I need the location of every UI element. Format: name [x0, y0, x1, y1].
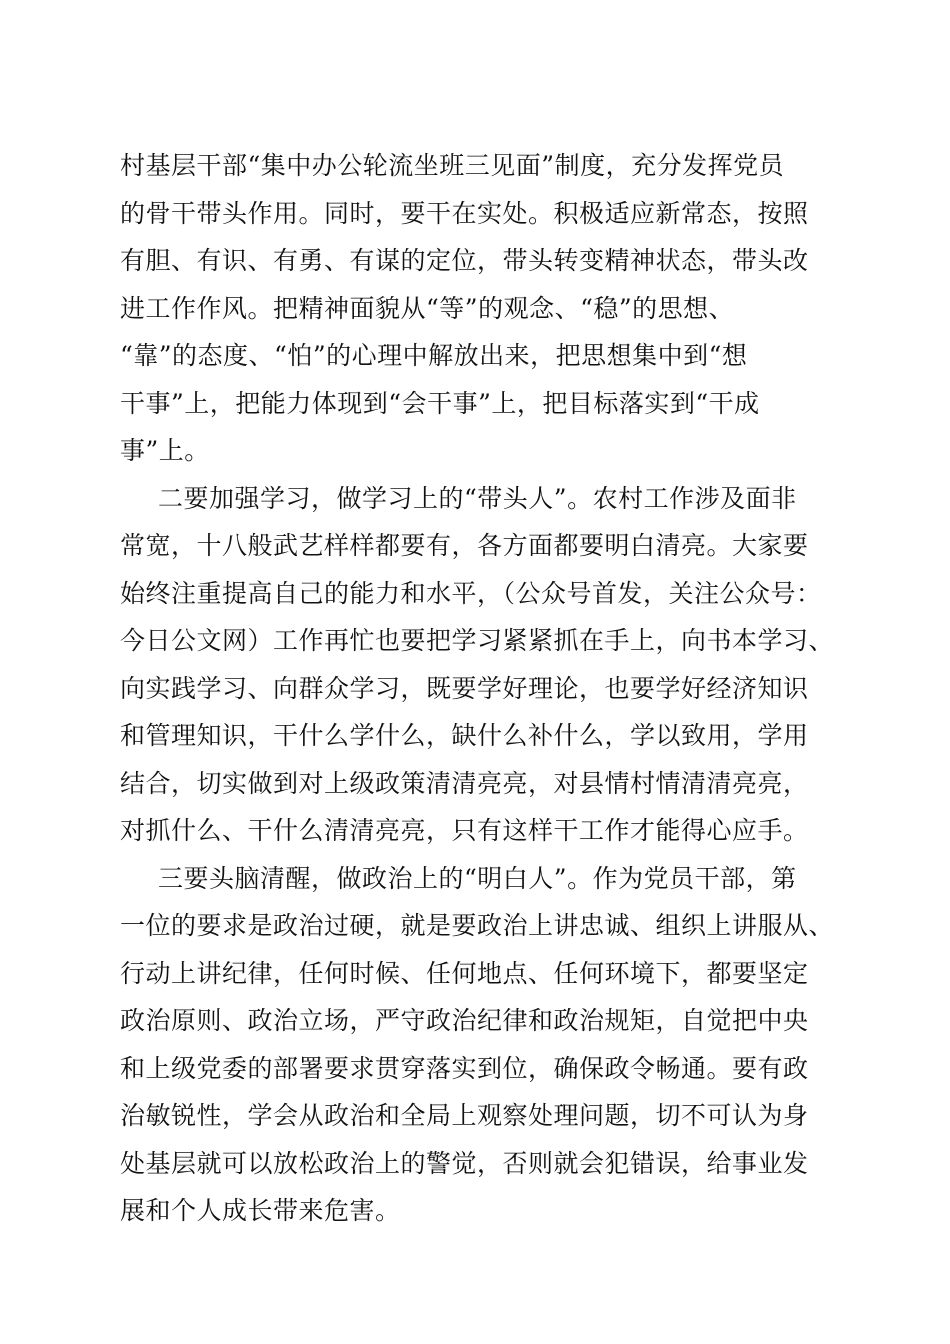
paragraph-start-line: 三要头脑清醒，做政治上的“明白人”。作为党员干部，第	[158, 863, 797, 893]
text-line: 和上级党委的部署要求贯穿落实到位，确保政令畅通。要有政	[120, 1053, 809, 1083]
text-line: 对抓什么、干什么清清亮亮，只有这样干工作才能得心应手。	[120, 816, 809, 845]
text-line: 始终注重提高自己的能力和水平，（公众号首发，关注公众号：	[120, 578, 822, 608]
text-line: 常宽，十八般武艺样样都要有，各方面都要明白清亮。大家要	[120, 531, 809, 560]
text-line: 行动上讲纪律，任何时候、任何地点、任何环境下，都要坚定	[120, 958, 809, 988]
text-line: 干事”上，把能力体现到“会干事”上，把目标落实到“干成	[120, 388, 760, 418]
text-line: “靠”的态度、“怕”的心理中解放出来，把思想集中到“想	[120, 341, 748, 370]
text-line: 向实践学习、向群众学习，既要学好理论，也要学好经济知识	[120, 673, 809, 703]
text-line: 今日公文网）工作再忙也要把学习紧紧抓在手上，向书本学习、	[120, 626, 835, 655]
text-line: 处基层就可以放松政治上的警觉，否则就会犯错误，给事业发	[120, 1148, 809, 1178]
text-line: 一位的要求是政治过硬，就是要政治上讲忠诚、组织上讲服从、	[120, 911, 835, 940]
paragraph-start-line: 二要加强学习，做学习上的“带头人”。农村工作涉及面非	[158, 483, 797, 513]
text-line: 村基层干部“集中办公轮流坐班三见面”制度，充分发挥党员	[120, 151, 785, 180]
text-line: 的骨干带头作用。同时，要干在实处。积极适应新常态，按照	[120, 198, 809, 228]
text-line: 和管理知识，干什么学什么，缺什么补什么，学以致用，学用	[120, 721, 809, 750]
text-line: 结合，切实做到对上级政策清清亮亮，对县情村情清清亮亮，	[120, 768, 809, 798]
document-body	[120, 142, 840, 1235]
text-line: 事”上。	[120, 436, 210, 465]
text-line: 有胆、有识、有勇、有谋的定位，带头转变精神状态，带头改	[120, 246, 809, 275]
text-line: 展和个人成长带来危害。	[120, 1196, 401, 1225]
text-line: 政治原则、政治立场，严守政治纪律和政治规矩，自觉把中央	[120, 1006, 809, 1035]
text-line: 进工作作风。把精神面貌从“等”的观念、“稳”的思想、	[120, 293, 735, 323]
text-line: 治敏锐性，学会从政治和全局上观察处理问题，切不可认为身	[120, 1101, 809, 1130]
